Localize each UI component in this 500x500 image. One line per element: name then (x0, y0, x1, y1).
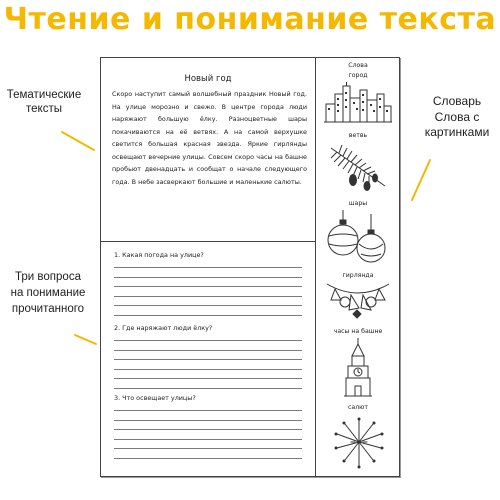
clock-tower-icon (342, 338, 374, 398)
column-divider (315, 58, 316, 476)
page-title: Чтение и понимание текста (3, 2, 497, 37)
question-3: 3. Что освещает улицы? (114, 394, 196, 402)
vocab-word-balls: шары (348, 200, 368, 207)
label-three-questions: Три вопроса на понимание прочитанного (10, 271, 86, 315)
fireworks-icon (333, 416, 385, 472)
label-thematic-texts: Тематические тексты (6, 89, 82, 115)
arrow-line-vocabulary (412, 160, 430, 200)
garland-icon (325, 280, 391, 324)
arrow-line-texts (62, 132, 94, 150)
section-divider (101, 241, 315, 242)
vocab-word-garland: гирлянда (342, 272, 374, 279)
vocab-word-tower-clock: часы на башне (333, 328, 383, 335)
arrow-line-questions (75, 335, 96, 344)
answer-lines-1[interactable] (114, 267, 302, 325)
question-1: 1. Какая погода на улице? (114, 251, 204, 259)
question-2: 2. Где наряжают люди ёлку? (114, 324, 213, 332)
answer-lines-2[interactable] (114, 340, 302, 398)
story-text: Скоро наступит самый волшебный праздник Новый год. На улице морозно и свежо. В центре города люди наряжают большую ёлку. Разноцветные шары покачиваются на её ветвях. А на самой верхушке светится большая красная звезда. Яркие гирлянды освещают вечерние улицы. Совсем скоро часы на башне пробьют двенадцать и сообщат о начале следующего года. В небе засверкают большие и маленькие салюты. (112, 90, 307, 186)
answer-lines-3[interactable] (114, 410, 302, 468)
label-vocabulary: Словарь Слова с картинками (424, 94, 490, 139)
ornament-balls-icon (325, 210, 391, 268)
vocab-word-branch: ветвь (348, 132, 368, 139)
worksheet (100, 57, 400, 477)
vocab-word-fireworks: салют (348, 404, 368, 411)
vocab-word-city: город (348, 72, 368, 79)
branch-icon (327, 142, 389, 192)
story-title: Новый год (184, 74, 232, 84)
vocab-header: Слова (348, 62, 368, 69)
city-icon (323, 82, 393, 124)
